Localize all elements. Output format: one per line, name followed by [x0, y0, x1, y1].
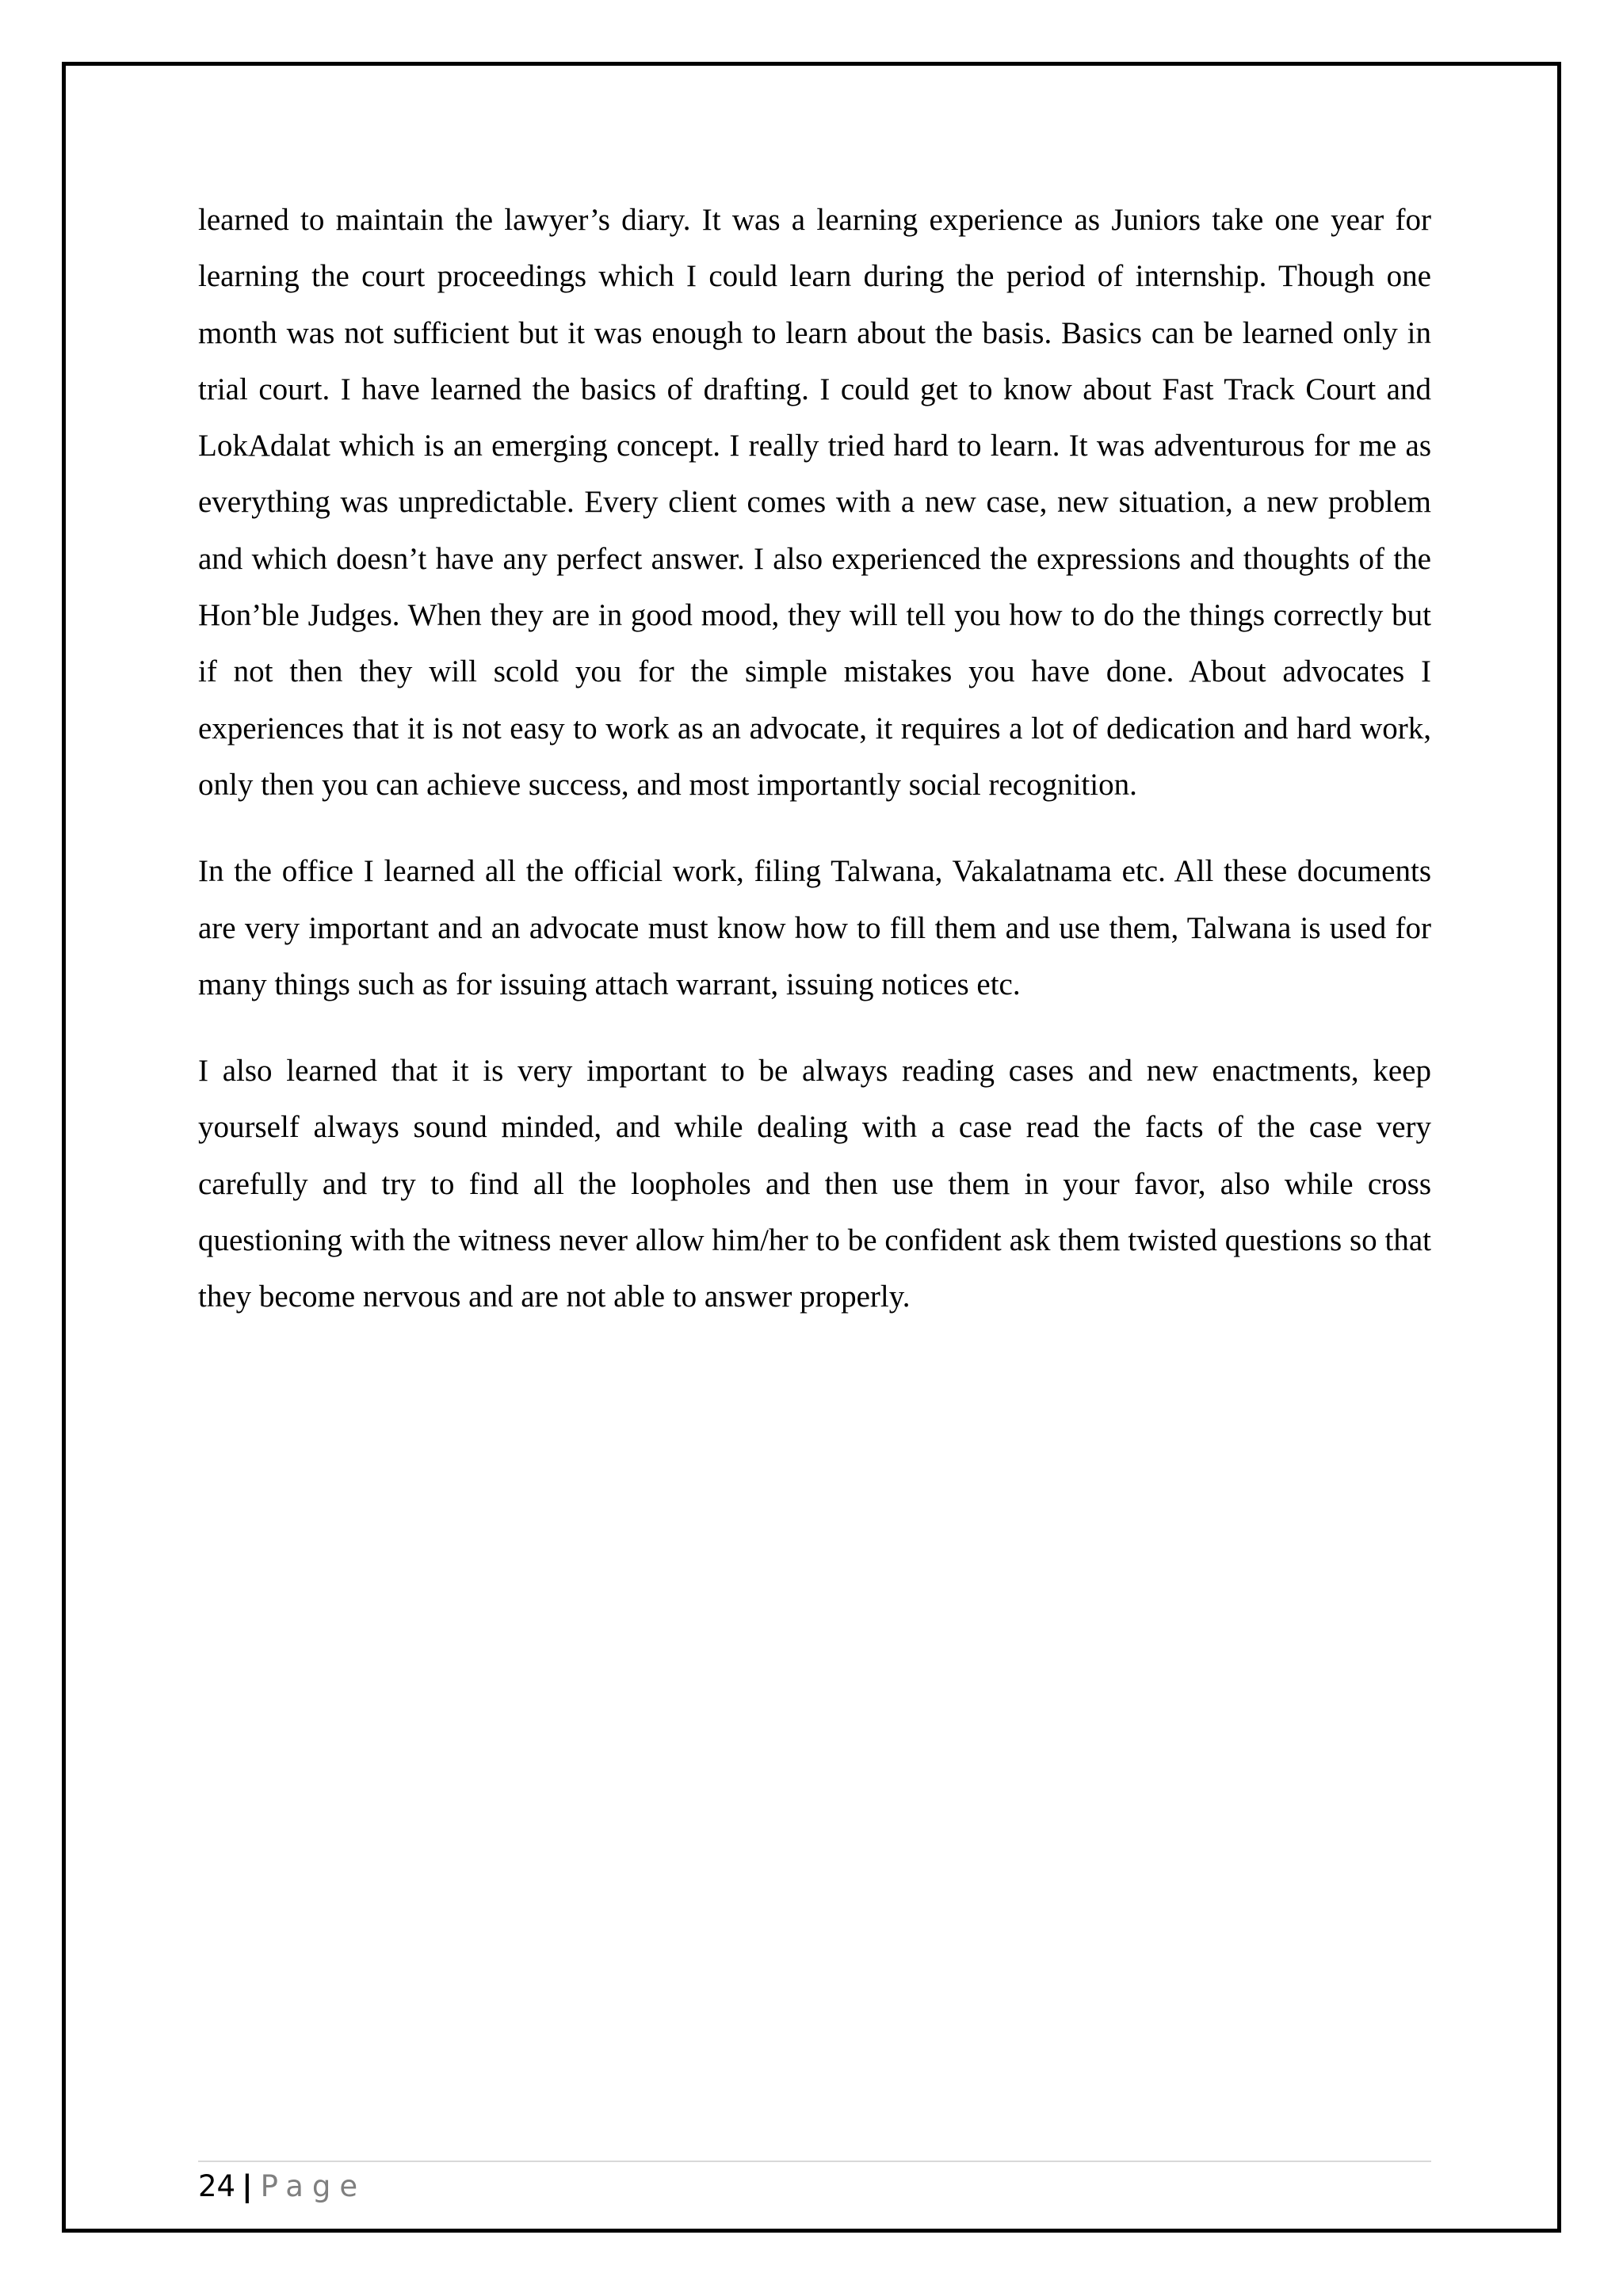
- footer-separator: |: [242, 2169, 253, 2203]
- page-number: 24: [198, 2169, 236, 2203]
- paragraph-1: learned to maintain the lawyer’s diary. It was a learning experience as Juniors take one year for learning the court proceedings which I could learn during the period of internship. Though one month was not sufficient but it was enough to learn about the basis. Basics can be learned only in trial court. I have learned the basics of drafting. I could get to know about Fast Track Court and LokAdalat which is an emerging concept. I really tried hard to learn. It was adventurous for me as everything was unpredictable. Every client comes with a new case, new situation, a new problem and which doesn’t have any perfect answer. I also experienced the expressions and thoughts of the Hon’ble Judges. When they are in good mood, they will tell you how to do the things correctly but if not then they will scold you for the simple mistakes you have done. About advocates I experiences that it is not easy to work as an advocate, it requires a lot of dedication and hard work, only then you can achieve success, and most importantly social recognition.: [198, 203, 1431, 802]
- paragraph-3: I also learned that it is very important to be always reading cases and new enactments, keep yourself always sound minded, and while dealing with a case read the facts of the case very carefully and try to find all the loopholes and then use them in your favor, also while cross questioning with the witness never allow him/her to be confident ask them twisted questions so that they become nervous and are not able to answer properly.: [198, 1054, 1431, 1314]
- footer-divider: [198, 2161, 1431, 2162]
- paragraph-2: In the office I learned all the official work, filing Talwana, Vakalatnama etc. All these documents are very important and an advocate must know how to fill them and use them, Talwana is used for many things such as for issuing attach warrant, issuing notices etc.: [198, 854, 1431, 1001]
- page-label: Page: [260, 2169, 367, 2203]
- page-footer: [198, 2167, 366, 2206]
- document-body: [198, 192, 1431, 1356]
